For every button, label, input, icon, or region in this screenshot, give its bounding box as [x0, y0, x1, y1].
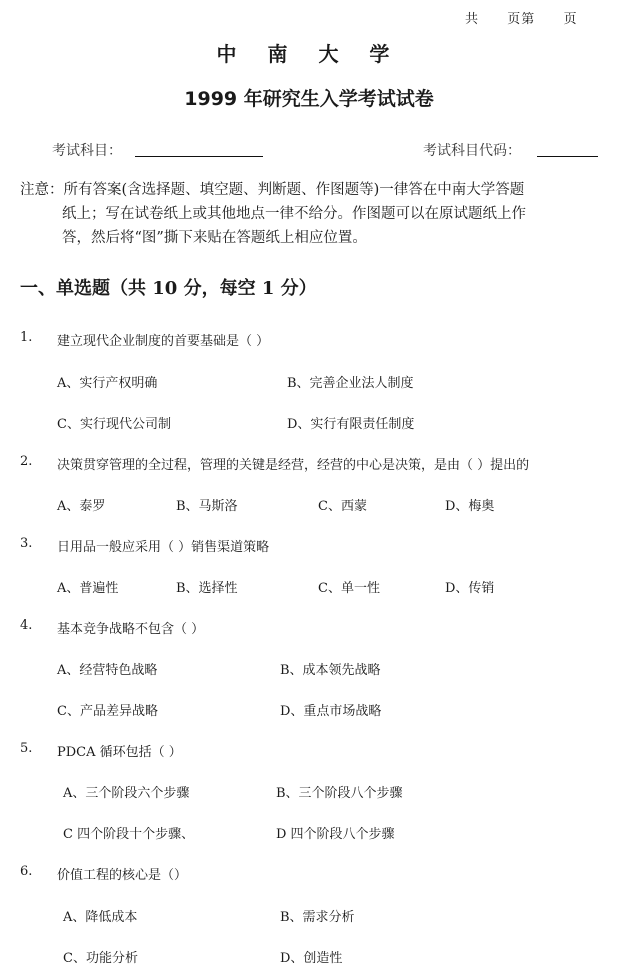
notice-line-1: 注意：所有答案(含选择题、填空题、判断题、作图题等)一律答在中南大学答题 [20, 182, 525, 198]
option-d: D、梅奥 [445, 499, 495, 514]
option-d: D 四个阶段八个步骤 [276, 827, 395, 842]
option-d: D、传销 [445, 581, 495, 596]
section-heading: 一、单选题（共 10 分，每空 1 分） [20, 278, 317, 299]
option-a: A、实行产权明确 [57, 376, 158, 391]
question-text: 基本竞争战略不包含（ ） [57, 622, 205, 637]
option-b: B、完善企业法人制度 [287, 376, 414, 391]
option-a: A、泰罗 [57, 499, 106, 514]
option-d: D、创造性 [280, 951, 343, 966]
subject-label: 考试科目： [52, 143, 122, 159]
question-text: 日用品一般应采用（ ）销售渠道策略 [57, 540, 270, 555]
option-b: B、三个阶段八个步骤 [276, 786, 403, 801]
option-b: B、马斯洛 [176, 499, 238, 514]
option-a: A、经营特色战略 [57, 663, 158, 678]
option-c: C、产品差异战略 [57, 704, 158, 719]
page-counter-total: 共 [465, 12, 480, 27]
question-text: PDCA 循环包括（ ） [57, 745, 182, 760]
question-text: 决策贯穿管理的全过程，管理的关键是经营，经营的中心是决策，是由（ ）提出的 [57, 458, 530, 473]
option-c: C、单一性 [318, 581, 380, 596]
page-counter-current: 页 [563, 12, 578, 27]
question-text: 价值工程的核心是（） [57, 868, 188, 883]
option-c: C、西蒙 [318, 499, 367, 514]
question-number: 1. [20, 330, 33, 345]
notice [20, 178, 610, 250]
question-number: 5. [20, 741, 33, 756]
university-title: 中 南 大 学 [216, 42, 402, 66]
option-b: B、需求分析 [280, 910, 355, 925]
question-number: 3. [20, 536, 33, 551]
question-number: 4. [20, 618, 33, 633]
subject-code-field[interactable] [537, 156, 598, 157]
option-b: B、选择性 [176, 581, 238, 596]
question-number: 6. [20, 864, 33, 879]
option-c: C、实行现代公司制 [57, 417, 171, 432]
subject-field[interactable] [135, 156, 263, 157]
notice-line-2: 纸上；写在试卷纸上或其他地点一律不给分。作图题可以在原试题纸上作 [62, 206, 526, 222]
page-counter-label: 页第 [507, 12, 536, 27]
option-b: B、成本领先战略 [280, 663, 381, 678]
subject-code-label: 考试科目代码： [423, 143, 521, 159]
question-number: 2. [20, 454, 33, 469]
option-c: C、功能分析 [63, 951, 138, 966]
option-d: D、重点市场战略 [280, 704, 382, 719]
notice-line-3: 答，然后将“图”撕下来贴在答题纸上相应位置。 [62, 230, 367, 246]
option-d: D、实行有限责任制度 [287, 417, 415, 432]
option-a: A、三个阶段六个步骤 [63, 786, 190, 801]
page-counter [465, 8, 578, 27]
option-a: A、降低成本 [63, 910, 138, 925]
option-c: C 四个阶段十个步骤、 [63, 827, 195, 842]
option-a: A、普遍性 [57, 581, 119, 596]
exam-title: 1999 年研究生入学考试试卷 [184, 88, 434, 110]
question-text: 建立现代企业制度的首要基础是（ ） [57, 334, 270, 349]
